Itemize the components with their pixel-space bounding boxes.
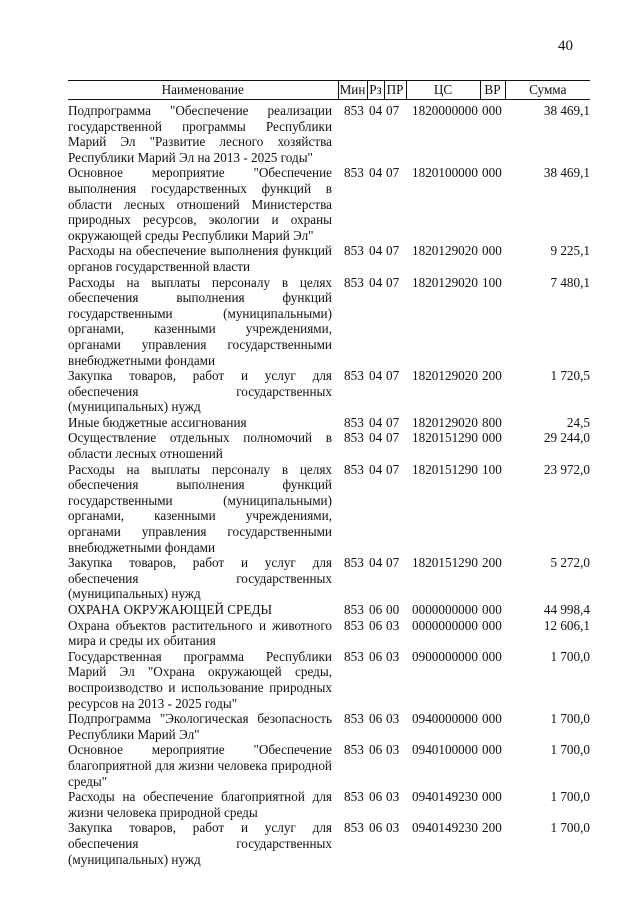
cell-min: 853 [344,711,364,727]
cell-sum: 24,5 [566,414,590,430]
cell-sum: 9 225,1 [550,243,590,259]
cell-min: 853 [344,602,364,617]
cell-pr: 03 [386,789,400,805]
cell-min: 853 [344,368,364,384]
cell-sum: 44 998,4 [543,602,590,617]
cell-rz: 06 [369,602,383,617]
cell-sum: 1 700,0 [550,820,590,836]
cell-rz: 04 [369,368,383,384]
cell-pr: 03 [386,711,400,727]
cell-rz: 04 [369,165,383,181]
cell-name: Подпрограмма "Экологическая безопасность Республики Марий Эл" [68,711,332,742]
cell-vr: 000 [482,789,502,805]
cell-vr: 000 [482,243,502,259]
cell-pr: 03 [386,617,400,633]
cell-sum: 1 700,0 [550,742,590,758]
cell-cs: 1820129020 [412,243,478,259]
cell-sum: 1 720,5 [550,368,590,384]
cell-cs: 1820151290 [412,555,478,571]
cell-name: Государственная программа Республики Марий Эл "Охрана окружающей среды, воспроизводство и использование природных ресурсов на 2013 - 2025 годы" [68,648,332,711]
header-rz: Рз [367,81,384,100]
cell-min: 853 [344,789,364,805]
table-row [68,742,590,789]
table-body [68,100,590,868]
cell-vr: 100 [482,274,502,290]
cell-min: 853 [344,617,364,633]
table-row [68,462,590,556]
cell-min: 853 [344,243,364,259]
header-cs: ЦС [406,81,480,100]
cell-pr: 07 [386,165,400,181]
cell-rz: 04 [369,414,383,430]
table-row [68,820,590,867]
cell-name: Основное мероприятие "Обеспечение благоприятной для жизни человека природной среды" [68,742,332,789]
table-row [68,602,590,618]
budget-table [68,80,590,867]
cell-cs: 0940100000 [412,742,478,758]
cell-pr: 07 [386,243,400,259]
cell-pr: 03 [386,742,400,758]
table-row [68,275,590,369]
cell-min: 853 [344,820,364,836]
cell-sum: 1 700,0 [550,789,590,805]
cell-min: 853 [344,742,364,758]
cell-sum: 1 700,0 [550,648,590,664]
cell-vr: 000 [482,602,502,617]
cell-vr: 800 [482,414,502,430]
cell-name: Подпрограмма "Обеспечение реализации государственной программы Республики Марий Эл "Развитие лесного хозяйства Республики Марий Эл на 2013 - 2025 годы" [68,103,332,165]
cell-pr: 07 [386,103,400,118]
cell-name: Иные бюджетные ассигнования [68,414,247,430]
cell-sum: 12 606,1 [543,617,590,633]
cell-sum: 1 700,0 [550,711,590,727]
table-row [68,100,590,166]
cell-sum: 5 272,0 [550,555,590,571]
table-row [68,165,590,243]
cell-sum: 38 469,1 [543,103,590,118]
cell-cs: 1820129020 [412,274,478,290]
cell-name: Расходы на обеспечение выполнения функций органов государственной власти [68,243,332,274]
cell-vr: 000 [482,742,502,758]
cell-min: 853 [344,430,364,446]
cell-name: ОХРАНА ОКРУЖАЮЩЕЙ СРЕДЫ [68,602,272,617]
cell-rz: 06 [369,711,383,727]
cell-vr: 000 [482,165,502,181]
cell-vr: 200 [482,555,502,571]
cell-vr: 000 [482,430,502,446]
header-sum: Сумма [505,81,590,100]
cell-name: Расходы на обеспечение благоприятной для жизни человека природной среды [68,789,332,820]
table-row [68,711,590,742]
header-pr: ПР [384,81,406,100]
cell-pr: 03 [386,820,400,836]
cell-min: 853 [344,274,364,290]
cell-vr: 000 [482,617,502,633]
cell-rz: 04 [369,555,383,571]
cell-min: 853 [344,414,364,430]
cell-name: Основное мероприятие "Обеспечение выполнения государственных функций в области лесных отношений Министерства природных ресурсов, экологии и охраны окружающей среды Республики Марий Эл" [68,165,332,243]
cell-rz: 06 [369,648,383,664]
cell-cs: 1820100000 [412,165,478,181]
cell-name: Охрана объектов растительного и животного мира и среды их обитания [68,617,332,649]
cell-vr: 200 [482,820,502,836]
cell-vr: 000 [482,711,502,727]
cell-name: Закупка товаров, работ и услуг для обеспечения государственных (муниципальных) нужд [68,555,332,602]
cell-name: Расходы на выплаты персоналу в целях обеспечения выполнения функций государственными (муниципальными) органами, казенными учреждениями, органами управления государственными внебюджетными фондами [68,461,332,555]
cell-pr: 07 [386,461,400,477]
cell-vr: 000 [482,103,502,118]
cell-cs: 1820000000 [412,103,478,118]
page-number: 40 [558,38,573,54]
cell-pr: 07 [386,414,400,430]
table-row [68,415,590,431]
table-header [68,81,590,100]
cell-pr: 07 [386,555,400,571]
cell-rz: 06 [369,742,383,758]
cell-sum: 38 469,1 [543,165,590,181]
cell-pr: 07 [386,430,400,446]
cell-min: 853 [344,165,364,181]
cell-cs: 1820129020 [412,368,478,384]
cell-rz: 04 [369,103,383,118]
cell-cs: 0940149230 [412,820,478,836]
cell-cs: 0000000000 [412,617,478,633]
cell-cs: 1820129020 [412,414,478,430]
cell-rz: 04 [369,243,383,259]
cell-rz: 06 [369,789,383,805]
cell-pr: 00 [386,602,400,617]
table-row [68,618,590,649]
cell-sum: 29 244,0 [543,430,590,446]
cell-sum: 7 480,1 [550,274,590,290]
table-row [68,243,590,274]
table-row [68,789,590,820]
cell-rz: 04 [369,274,383,290]
cell-name: Осуществление отдельных полномочий в области лесных отношений [68,430,332,462]
cell-min: 853 [344,555,364,571]
cell-cs: 0940000000 [412,711,478,727]
cell-cs: 1820151290 [412,430,478,446]
cell-cs: 0000000000 [412,602,478,617]
cell-name: Закупка товаров, работ и услуг для обеспечения государственных (муниципальных) нужд [68,820,332,867]
cell-rz: 06 [369,617,383,633]
table-row [68,368,590,415]
cell-rz: 06 [369,820,383,836]
table-row [68,430,590,461]
cell-vr: 100 [482,461,502,477]
header-name: Наименование [68,81,338,100]
cell-pr: 07 [386,368,400,384]
cell-rz: 04 [369,430,383,446]
table-row [68,555,590,602]
cell-min: 853 [344,461,364,477]
cell-min: 853 [344,648,364,664]
header-min: Мин [338,81,367,100]
cell-pr: 03 [386,648,400,664]
table-row [68,649,590,711]
cell-cs: 1820151290 [412,461,478,477]
cell-vr: 200 [482,368,502,384]
cell-cs: 0900000000 [412,648,478,664]
cell-cs: 0940149230 [412,789,478,805]
header-vr: ВР [480,81,505,100]
cell-pr: 07 [386,274,400,290]
cell-name: Расходы на выплаты персоналу в целях обеспечения выполнения функций государственными (муниципальными) органами, казенными учреждениями, органами управления государственными внебюджетными фондами [68,274,332,368]
cell-min: 853 [344,103,364,118]
cell-sum: 23 972,0 [543,461,590,477]
cell-vr: 000 [482,648,502,664]
cell-rz: 04 [369,461,383,477]
cell-name: Закупка товаров, работ и услуг для обеспечения государственных (муниципальных) нужд [68,368,332,415]
